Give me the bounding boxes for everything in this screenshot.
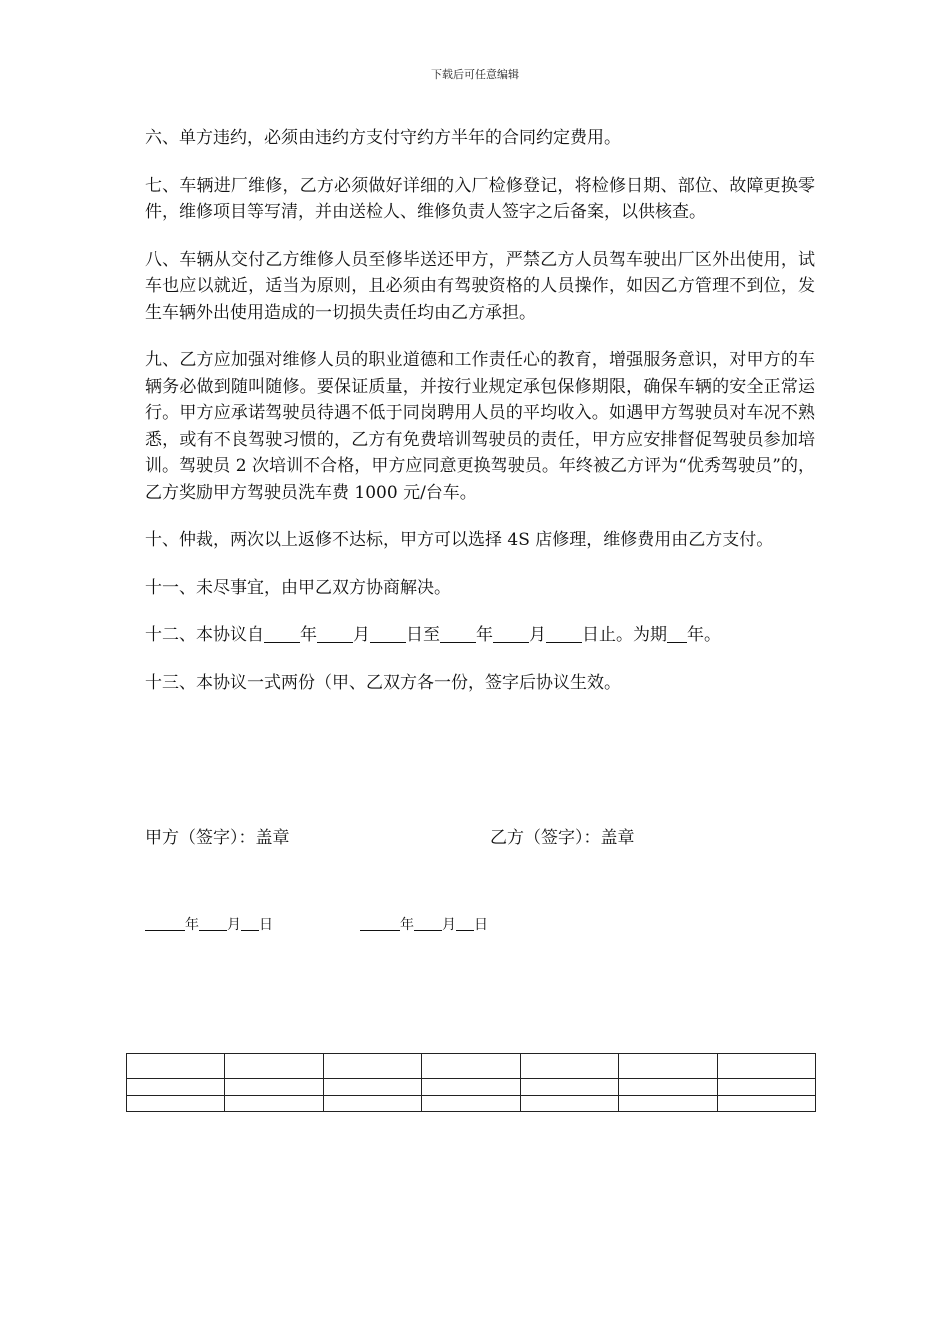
date-b-day-blank[interactable]	[456, 916, 474, 931]
table-cell[interactable]	[520, 1054, 618, 1079]
table-cell[interactable]	[422, 1054, 520, 1079]
start-year-blank[interactable]	[264, 624, 300, 643]
page-header: 下载后可任意编辑	[431, 68, 519, 81]
end-day-blank[interactable]	[546, 624, 582, 643]
table-cell[interactable]	[422, 1079, 520, 1096]
table-cell[interactable]	[422, 1096, 520, 1112]
date-a-month-blank[interactable]	[199, 916, 227, 931]
table-cell[interactable]	[225, 1079, 323, 1096]
table-cell[interactable]	[717, 1096, 815, 1112]
clause-12	[145, 622, 815, 649]
clause-9: 九、乙方应加强对维修人员的职业道德和工作责任心的教育，增强服务意识，对甲方的车辆务必做到随叫随修。要保证质量，并按行业规定承包保修期限，确保车辆的安全正常运行。甲方应承诺驾驶员待遇不低于同岗聘用人员的平均收入。如遇甲方驾驶员对车况不熟悉，或有不良驾驶习惯的，乙方有免费培训驾驶员的责任，甲方应安排督促驾驶员参加培训。驾驶员 2 次培训不合格，甲方应同意更换驾驶员。年终被乙方评为“优秀驾驶员”的，乙方奖励甲方驾驶员洗车费 1000 元/台车。	[145, 350, 815, 503]
month-label: 月	[353, 625, 370, 645]
table-cell[interactable]	[323, 1079, 421, 1096]
date-a-day-blank[interactable]	[241, 916, 259, 931]
table-cell[interactable]	[619, 1096, 717, 1112]
table-cell[interactable]	[520, 1079, 618, 1096]
clause-13: 十三、本协议一式两份（甲、乙双方各一份，签字后协议生效。	[145, 672, 621, 693]
table-cell[interactable]	[619, 1079, 717, 1096]
table-cell[interactable]	[127, 1096, 225, 1112]
date-b-year-blank[interactable]	[360, 916, 400, 931]
table-cell[interactable]	[717, 1079, 815, 1096]
date-a-year-blank[interactable]	[145, 916, 185, 931]
table-cell[interactable]	[520, 1096, 618, 1112]
date-b-year-label: 年	[400, 917, 414, 933]
date-b-month-label: 月	[442, 917, 456, 933]
contract-body	[145, 125, 815, 717]
table-cell[interactable]	[127, 1054, 225, 1079]
clause-6: 六、单方违约，必须由违约方支付守约方半年的合同约定费用。	[145, 128, 621, 148]
table-row	[127, 1054, 816, 1079]
table-cell[interactable]	[225, 1096, 323, 1112]
table-cell[interactable]	[127, 1079, 225, 1096]
year-end-label: 年。	[687, 625, 721, 645]
day-end-label: 日止。为期	[582, 625, 667, 645]
date-b-month-blank[interactable]	[414, 916, 442, 931]
clause-7: 七、车辆进厂维修，乙方必须做好详细的入厂检修登记，将检修日期、部位、故障更换零件，维修项目等写清，并由送检人、维修负责人签字之后备案，以供核查。	[145, 175, 815, 222]
duration-blank[interactable]	[667, 624, 687, 643]
party-b-date	[360, 914, 488, 934]
month-label-2: 月	[529, 625, 546, 645]
clause-8: 八、车辆从交付乙方维修人员至修毕送还甲方，严禁乙方人员驾车驶出厂区外出使用，试车也应以就近，适当为原则，且必须由有驾驶资格的人员操作，如因乙方管理不到位，发生车辆外出使用造成的一切损失责任均由乙方承担。	[145, 249, 815, 323]
blank-table	[126, 1053, 816, 1112]
end-month-blank[interactable]	[493, 624, 529, 643]
date-b-day-label: 日	[474, 917, 488, 933]
start-month-blank[interactable]	[317, 624, 353, 643]
table-cell[interactable]	[225, 1054, 323, 1079]
table-row	[127, 1096, 816, 1112]
date-a-day-label: 日	[259, 917, 273, 933]
day-to-label: 日至	[406, 625, 440, 645]
end-year-blank[interactable]	[440, 624, 476, 643]
party-a-date	[145, 914, 273, 934]
start-day-blank[interactable]	[370, 624, 406, 643]
table-cell[interactable]	[717, 1054, 815, 1079]
table-cell[interactable]	[323, 1054, 421, 1079]
table-row	[127, 1079, 816, 1096]
year-label: 年	[300, 625, 317, 645]
party-b-signature: 乙方（签字）：盖章	[490, 828, 635, 848]
clause-11: 十一、未尽事宜，由甲乙双方协商解决。	[145, 577, 451, 598]
year-label-2: 年	[476, 625, 493, 645]
date-a-year-label: 年	[185, 917, 199, 933]
clause-10: 十、仲裁，两次以上返修不达标，甲方可以选择 4S 店修理，维修费用由乙方支付。	[145, 530, 774, 550]
party-a-signature: 甲方（签字）：盖章	[145, 828, 290, 848]
table-cell[interactable]	[619, 1054, 717, 1079]
table-cell[interactable]	[323, 1096, 421, 1112]
clause-12-prefix: 十二、本协议自	[145, 625, 264, 645]
date-a-month-label: 月	[227, 917, 241, 933]
